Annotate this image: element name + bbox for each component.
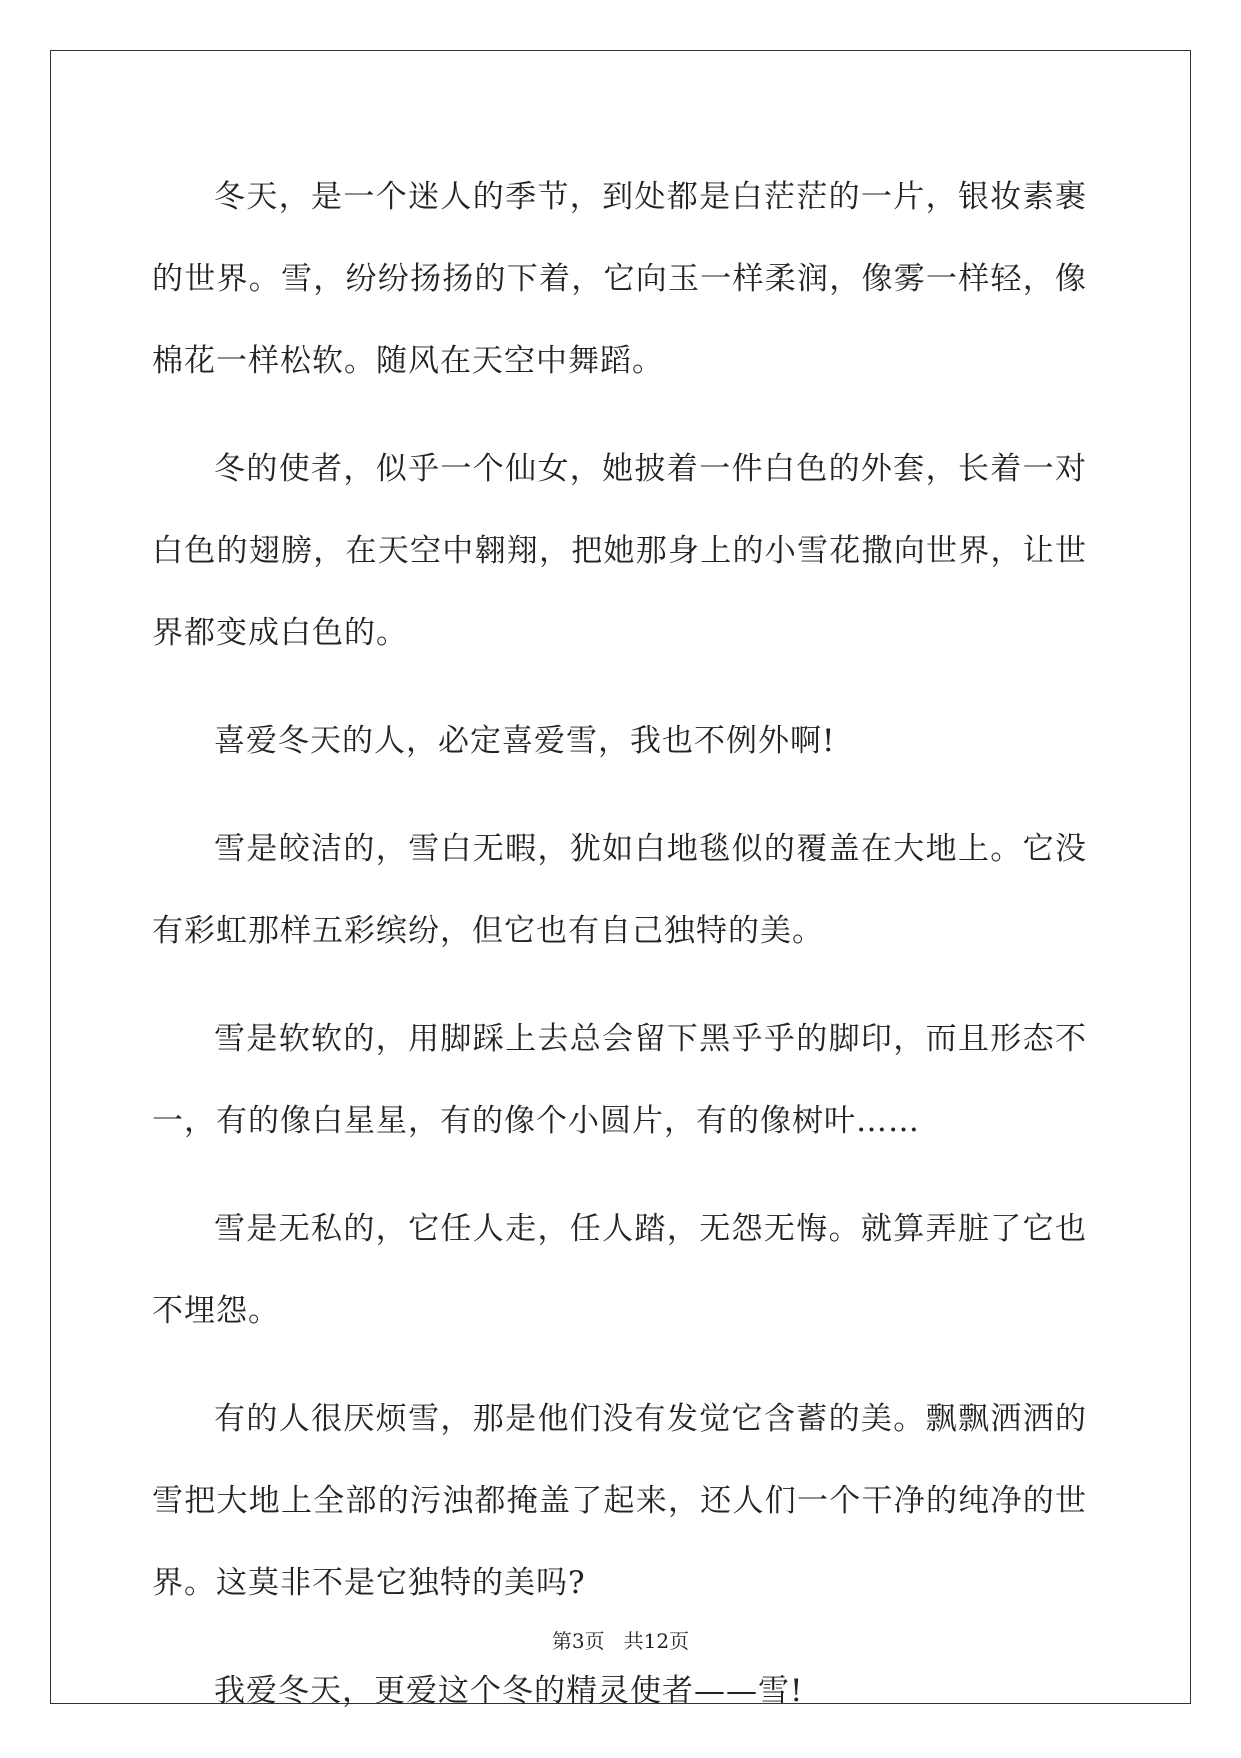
paragraph: 冬天，是一个迷人的季节，到处都是白茫茫的一片，银妆素裹的世界。雪，纷纷扬扬的下着，它向玉一样柔润，像雾一样轻，像棉花一样松软。随风在天空中舞蹈。 xyxy=(152,179,1087,379)
paragraph: 雪是皎洁的，雪白无暇，犹如白地毯似的覆盖在大地上。它没有彩虹那样五彩缤纷，但它也有自己独特的美。 xyxy=(152,831,1087,949)
page-footer xyxy=(0,1625,1241,1654)
page-number-current: 第3页 xyxy=(551,1629,605,1653)
document-body xyxy=(152,156,1087,1758)
paragraph: 冬的使者，似乎一个仙女，她披着一件白色的外套，长着一对白色的翅膀，在天空中翱翔，把她那身上的小雪花撒向世界，让世界都变成白色的。 xyxy=(152,451,1087,651)
paragraph: 我爱冬天，更爱这个冬的精灵使者——雪! xyxy=(214,1673,804,1709)
paragraph: 喜爱冬天的人，必定喜爱雪，我也不例外啊! xyxy=(214,723,836,759)
footer-spacer xyxy=(605,1629,624,1653)
paragraph: 雪是无私的，它任人走，任人踏，无怨无悔。就算弄脏了它也不埋怨。 xyxy=(152,1211,1087,1329)
paragraph: 有的人很厌烦雪，那是他们没有发觉它含蓄的美。飘飘洒洒的雪把大地上全部的污浊都掩盖了起来，还人们一个干净的纯净的世界。这莫非不是它独特的美吗? xyxy=(152,1401,1087,1601)
page-number-total: 共12页 xyxy=(623,1629,690,1653)
paragraph: 雪是软软的，用脚踩上去总会留下黑乎乎的脚印，而且形态不一，有的像白星星，有的像个小圆片，有的像树叶…… xyxy=(152,1021,1087,1139)
